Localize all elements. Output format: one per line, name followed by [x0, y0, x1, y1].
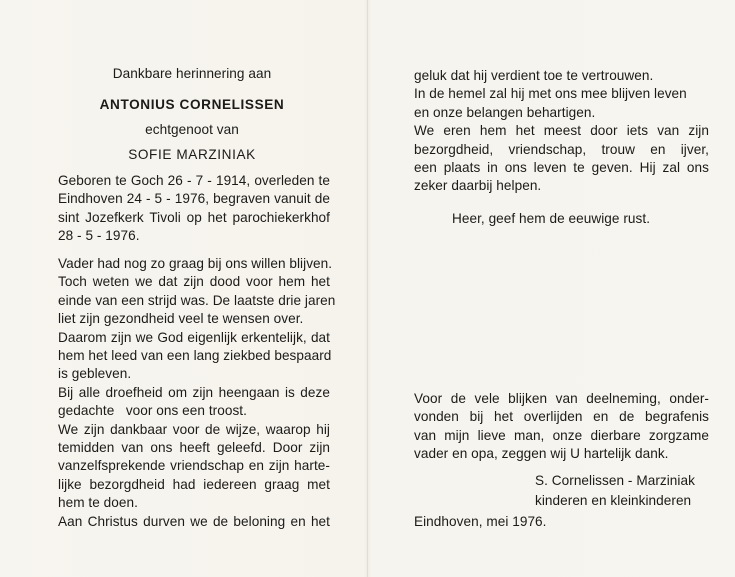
thanks-block	[414, 390, 709, 464]
text-line: vanzelfsprekende vriendschap en zijn harte-	[58, 458, 330, 474]
text-line: is gebleven.	[58, 366, 132, 382]
text-line: hem het leed van een lang ziekbed bespaard	[58, 348, 332, 364]
text-line: temidden van ons heeft geleefd. Door zijn	[58, 440, 330, 456]
text-line: Daarom zijn we God eigenlijk erkentelijk, dat	[58, 329, 330, 345]
text-line: liet zijn gezondheid veel te wensen over.	[58, 311, 304, 327]
signature-line: kinderen en kleinkinderen	[535, 493, 692, 509]
bio-line: 28 - 5 - 1976.	[58, 228, 140, 244]
text-line: gedachte voor ons een troost.	[58, 403, 247, 419]
thanks-line: van mijn lieve man, onze dierbare zorgzame	[414, 427, 709, 443]
text-line: Bij alle droefheid om zijn heengaan is deze	[58, 384, 330, 400]
bio-line: Eindhoven 24 - 5 - 1976, begraven vanuit de	[58, 191, 330, 207]
place-date: Eindhoven, mei 1976.	[414, 514, 547, 529]
text-line: hem te doen.	[58, 495, 138, 511]
tribute-text-left	[58, 255, 336, 531]
text-line: In de hemel zal hij met ons mee blijven leven	[414, 86, 687, 102]
text-line: Toch weten we dat zijn dood voor hem het	[58, 274, 330, 290]
text-line: lijke bezorgdheid had iedereen graag met	[58, 476, 330, 492]
text-line: We eren hem het meest door iets van zijn	[414, 123, 709, 139]
spouse-label: echtgenoot van	[145, 122, 239, 137]
text-line: bezorgdheid, vriendschap, trouw en ijver,	[414, 141, 709, 157]
spouse-name: SOFIE MARZINIAK	[128, 147, 256, 162]
deceased-name: ANTONIUS CORNELISSEN	[99, 97, 285, 112]
remembrance-line: Dankbare herinnering aan	[112, 66, 272, 81]
thanks-line: vonden bij het overlijden en de begrafenis	[414, 409, 709, 425]
text-line: geluk dat hij verdient toe te vertrouwen.	[414, 68, 654, 83]
bio-line: sint Jozefkerk Tivoli op het parochiekerkhof	[58, 209, 330, 225]
bio-line: Geboren te Goch 26 - 7 - 1914, overleden te	[58, 173, 330, 188]
signature-line: S. Cornelissen - Marziniak	[535, 473, 695, 488]
text-line: We zijn dankbaar voor de wijze, waarop hij	[58, 421, 330, 437]
thanks-line: Voor de vele blijken van deelneming, onder-	[414, 391, 709, 406]
signature-block	[535, 472, 709, 511]
text-line: Vader had nog zo graag bij ons willen blijven.	[58, 256, 333, 271]
text-line: einde van een strijd was. De laatste drie jaren	[58, 292, 336, 308]
card-fold	[367, 0, 368, 577]
bio-block	[58, 172, 330, 246]
text-line: zeker daarbij helpen.	[414, 178, 542, 194]
prayer-line: Heer, geef hem de eeuwige rust.	[452, 211, 651, 226]
text-line: en onze belangen behartigen.	[414, 104, 596, 120]
thanks-line: vader en opa, zeggen wij U hartelijk dank.	[414, 446, 669, 462]
text-line: Aan Christus durven we de beloning en het	[58, 513, 330, 529]
text-line: een plaats in ons leven te geven. Hij zal ons	[414, 160, 709, 176]
tribute-text-right	[414, 67, 709, 196]
